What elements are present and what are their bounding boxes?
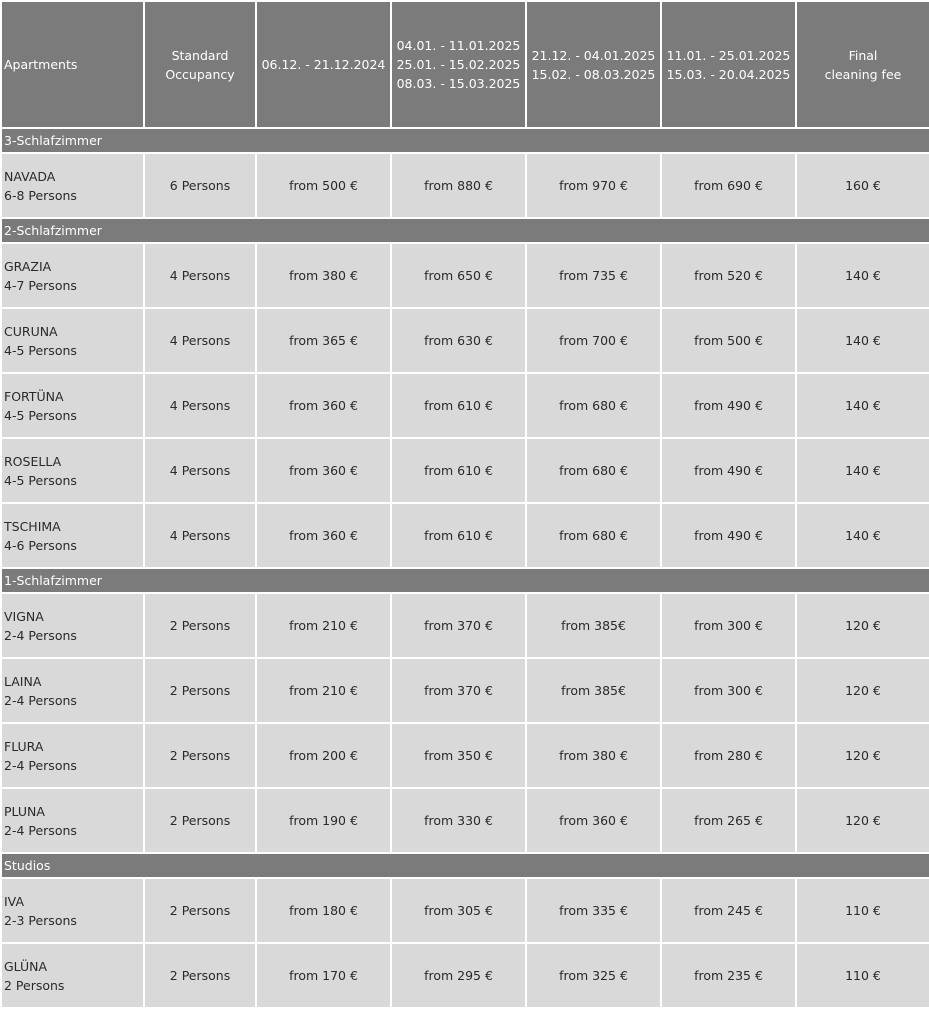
cell-cleaning-fee: 140 €: [797, 504, 929, 567]
table-row: [2, 244, 929, 307]
apartment-capacity: 6-8 Persons: [4, 187, 77, 203]
cell-price-period-1: from 170 €: [257, 944, 390, 1007]
apartment-name: ROSELLA: [4, 453, 62, 469]
apartment-capacity: 4-6 Persons: [4, 537, 77, 553]
cell-price-period-3: from 385€: [527, 594, 660, 657]
cell-price-period-3: from 970 €: [527, 154, 660, 217]
cell-apartment: [2, 879, 143, 942]
cell-occupancy: 6 Persons: [145, 154, 255, 217]
header-standard-occupancy: Standard Occupancy: [145, 2, 255, 127]
cell-price-period-2: from 295 €: [392, 944, 525, 1007]
table-row: [2, 789, 929, 852]
cell-price-period-3: from 360 €: [527, 789, 660, 852]
cell-apartment: [2, 439, 143, 502]
cell-price-period-1: from 380 €: [257, 244, 390, 307]
section-header-row: [2, 129, 929, 152]
cell-price-period-4: from 280 €: [662, 724, 795, 787]
cell-apartment: [2, 504, 143, 567]
cell-apartment: [2, 724, 143, 787]
cell-cleaning-fee: 140 €: [797, 374, 929, 437]
cell-cleaning-fee: 120 €: [797, 724, 929, 787]
apartment-name: FORTÜNA: [4, 388, 64, 404]
table-row: [2, 504, 929, 567]
cell-cleaning-fee: 160 €: [797, 154, 929, 217]
section-header-row: [2, 569, 929, 592]
apartment-capacity: 2-4 Persons: [4, 822, 77, 838]
cell-occupancy: 4 Persons: [145, 374, 255, 437]
cell-price-period-4: from 235 €: [662, 944, 795, 1007]
cell-price-period-3: from 735 €: [527, 244, 660, 307]
cell-cleaning-fee: 140 €: [797, 244, 929, 307]
apartment-name: VIGNA: [4, 608, 44, 624]
cell-price-period-3: from 680 €: [527, 504, 660, 567]
table-row: [2, 439, 929, 502]
cell-price-period-3: from 700 €: [527, 309, 660, 372]
header-period-3: 21.12. - 04.01.2025 15.02. - 08.03.2025: [527, 2, 660, 127]
table-row: [2, 374, 929, 437]
cell-price-period-4: from 265 €: [662, 789, 795, 852]
apartment-name: NAVADA: [4, 168, 56, 184]
section-header-row: [2, 219, 929, 242]
table-row: [2, 879, 929, 942]
table-row: [2, 724, 929, 787]
cell-price-period-3: from 335 €: [527, 879, 660, 942]
cell-cleaning-fee: 140 €: [797, 439, 929, 502]
apartment-name: GRAZIA: [4, 258, 52, 274]
cell-occupancy: 2 Persons: [145, 944, 255, 1007]
cell-occupancy: 2 Persons: [145, 724, 255, 787]
cell-cleaning-fee: 120 €: [797, 659, 929, 722]
cell-price-period-4: from 245 €: [662, 879, 795, 942]
cell-price-period-2: from 610 €: [392, 504, 525, 567]
cell-price-period-3: from 680 €: [527, 374, 660, 437]
cell-price-period-3: from 385€: [527, 659, 660, 722]
cell-price-period-2: from 650 €: [392, 244, 525, 307]
cell-price-period-3: from 680 €: [527, 439, 660, 502]
cell-apartment: [2, 244, 143, 307]
cell-apartment: [2, 944, 143, 1007]
cell-price-period-4: from 490 €: [662, 374, 795, 437]
header-row: [2, 2, 929, 127]
apartment-name: PLUNA: [4, 803, 45, 819]
header-period-2: 04.01. - 11.01.2025 25.01. - 15.02.2025 08.03. - 15.03.2025: [392, 2, 525, 127]
cell-price-period-3: from 325 €: [527, 944, 660, 1007]
cell-price-period-4: from 300 €: [662, 594, 795, 657]
cell-price-period-2: from 630 €: [392, 309, 525, 372]
apartment-capacity: 2-4 Persons: [4, 757, 77, 773]
section-title: 2-Schlafzimmer: [2, 219, 929, 242]
apartment-name: IVA: [4, 893, 24, 909]
cell-occupancy: 2 Persons: [145, 659, 255, 722]
cell-price-period-1: from 210 €: [257, 594, 390, 657]
cell-occupancy: 4 Persons: [145, 504, 255, 567]
table-row: [2, 309, 929, 372]
cell-price-period-1: from 360 €: [257, 439, 390, 502]
apartment-capacity: 4-5 Persons: [4, 342, 77, 358]
cell-price-period-2: from 370 €: [392, 594, 525, 657]
cell-apartment: [2, 789, 143, 852]
cell-apartment: [2, 594, 143, 657]
apartment-capacity: 2-4 Persons: [4, 627, 77, 643]
cell-price-period-4: from 300 €: [662, 659, 795, 722]
apartment-name: FLURA: [4, 738, 44, 754]
cell-cleaning-fee: 110 €: [797, 944, 929, 1007]
cell-price-period-2: from 370 €: [392, 659, 525, 722]
cell-apartment: [2, 154, 143, 217]
cell-price-period-1: from 210 €: [257, 659, 390, 722]
cell-apartment: [2, 374, 143, 437]
apartment-capacity: 4-5 Persons: [4, 472, 77, 488]
cell-price-period-1: from 360 €: [257, 504, 390, 567]
cell-cleaning-fee: 140 €: [797, 309, 929, 372]
apartment-name: CURUNA: [4, 323, 58, 339]
apartment-capacity: 4-5 Persons: [4, 407, 77, 423]
cell-price-period-2: from 330 €: [392, 789, 525, 852]
cell-occupancy: 4 Persons: [145, 244, 255, 307]
cell-apartment: [2, 659, 143, 722]
cell-occupancy: 2 Persons: [145, 594, 255, 657]
cell-price-period-2: from 880 €: [392, 154, 525, 217]
section-title: 3-Schlafzimmer: [2, 129, 929, 152]
cell-price-period-1: from 190 €: [257, 789, 390, 852]
apartment-name: GLÜNA: [4, 958, 48, 974]
cell-price-period-3: from 380 €: [527, 724, 660, 787]
cell-price-period-4: from 490 €: [662, 504, 795, 567]
cell-apartment: [2, 309, 143, 372]
cell-price-period-1: from 365 €: [257, 309, 390, 372]
section-title: 1-Schlafzimmer: [2, 569, 929, 592]
cell-cleaning-fee: 120 €: [797, 789, 929, 852]
cell-cleaning-fee: 110 €: [797, 879, 929, 942]
table-row: [2, 944, 929, 1007]
cell-price-period-2: from 610 €: [392, 439, 525, 502]
cell-price-period-1: from 360 €: [257, 374, 390, 437]
apartment-name: TSCHIMA: [4, 518, 61, 534]
cell-price-period-4: from 520 €: [662, 244, 795, 307]
cell-price-period-2: from 305 €: [392, 879, 525, 942]
section-title: Studios: [2, 854, 929, 877]
table-body: [2, 129, 929, 1007]
apartment-name: LAINA: [4, 673, 42, 689]
header-period-4: 11.01. - 25.01.2025 15.03. - 20.04.2025: [662, 2, 795, 127]
header-period-1: 06.12. - 21.12.2024: [257, 2, 390, 127]
cell-cleaning-fee: 120 €: [797, 594, 929, 657]
cell-price-period-4: from 690 €: [662, 154, 795, 217]
apartment-capacity: 2 Persons: [4, 977, 65, 993]
table-row: [2, 594, 929, 657]
apartment-capacity: 2-4 Persons: [4, 692, 77, 708]
apartment-capacity: 2-3 Persons: [4, 912, 77, 928]
section-header-row: [2, 854, 929, 877]
table-row: [2, 659, 929, 722]
cell-price-period-2: from 350 €: [392, 724, 525, 787]
apartment-capacity: 4-7 Persons: [4, 277, 77, 293]
table-row: [2, 154, 929, 217]
header-final-cleaning-fee: Final cleaning fee: [797, 2, 929, 127]
cell-occupancy: 4 Persons: [145, 309, 255, 372]
cell-price-period-4: from 490 €: [662, 439, 795, 502]
cell-price-period-1: from 180 €: [257, 879, 390, 942]
cell-price-period-1: from 500 €: [257, 154, 390, 217]
cell-price-period-1: from 200 €: [257, 724, 390, 787]
cell-price-period-2: from 610 €: [392, 374, 525, 437]
cell-price-period-4: from 500 €: [662, 309, 795, 372]
header-apartments: Apartments: [2, 2, 143, 127]
cell-occupancy: 2 Persons: [145, 789, 255, 852]
cell-occupancy: 4 Persons: [145, 439, 255, 502]
cell-occupancy: 2 Persons: [145, 879, 255, 942]
